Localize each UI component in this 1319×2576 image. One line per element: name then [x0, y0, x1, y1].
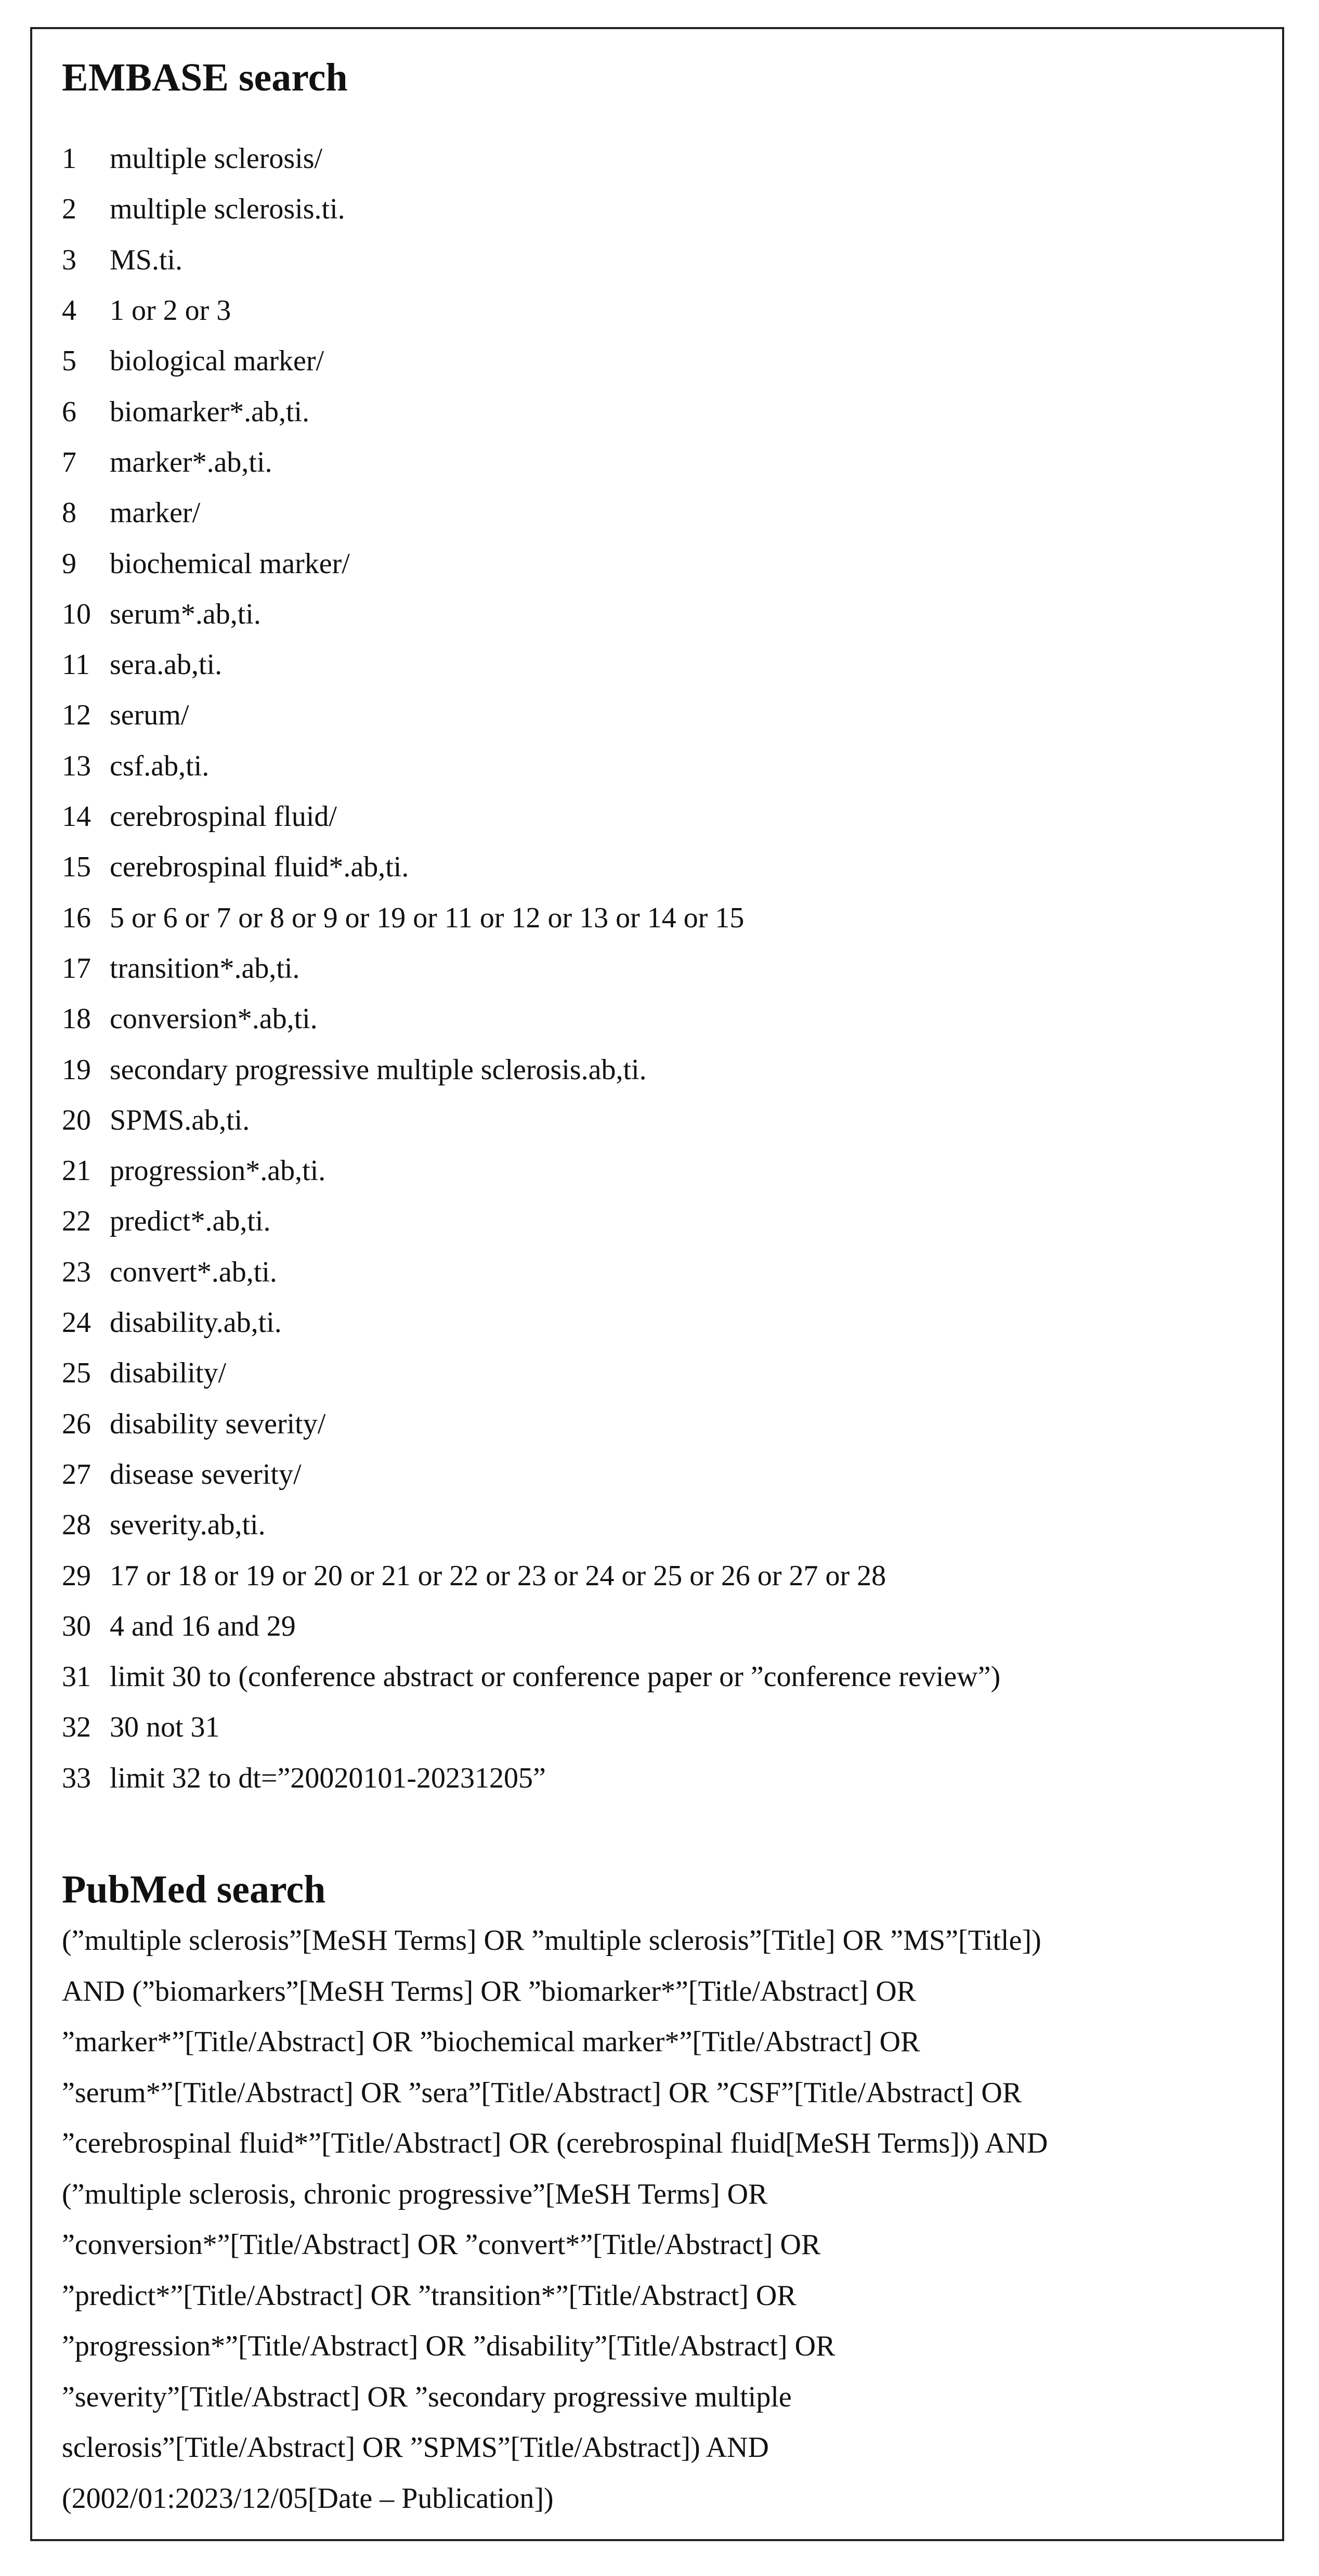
- embase-step-row: [62, 1702, 1256, 1753]
- embase-step-row: [62, 1652, 1256, 1702]
- embase-step-number: 9: [62, 547, 76, 580]
- embase-step-number: 8: [62, 497, 76, 529]
- embase-step-number: 18: [62, 1003, 91, 1035]
- pubmed-query-line: ”progression*”[Title/Abstract] OR ”disability”[Title/Abstract] OR: [62, 2330, 835, 2363]
- embase-section-title: EMBASE search: [62, 56, 348, 99]
- embase-step-number: 24: [62, 1306, 91, 1339]
- embase-step-number: 29: [62, 1559, 91, 1592]
- pubmed-query-line: ”conversion*”[Title/Abstract] OR ”convert*”[Title/Abstract] OR: [62, 2229, 821, 2261]
- embase-step-number: 14: [62, 800, 91, 833]
- embase-step-query: 17 or 18 or 19 or 20 or 21 or 22 or 23 or 24 or 25 or 26 or 27 or 28: [110, 1559, 886, 1592]
- embase-step-row: [62, 1247, 1256, 1298]
- pubmed-search-query: [62, 1915, 1256, 2524]
- embase-step-row: [62, 1298, 1256, 1348]
- embase-step-row: [62, 1146, 1256, 1196]
- pubmed-query-line: AND (”biomarkers”[MeSH Terms] OR ”biomarker*”[Title/Abstract] OR: [62, 1975, 917, 2008]
- embase-step-row: [62, 1551, 1256, 1601]
- embase-step-number: 21: [62, 1155, 91, 1187]
- embase-step-number: 26: [62, 1407, 91, 1440]
- embase-step-query: limit 30 to (conference abstract or conference paper or ”conference review”): [110, 1661, 1001, 1693]
- embase-step-query: 30 not 31: [110, 1711, 220, 1744]
- embase-step-number: 19: [62, 1053, 91, 1086]
- embase-step-query: disability/: [110, 1357, 226, 1390]
- embase-step-number: 28: [62, 1509, 91, 1542]
- pubmed-section-title: PubMed search: [62, 1867, 326, 1911]
- embase-step-number: 23: [62, 1255, 91, 1288]
- embase-step-query: biomarker*.ab,ti.: [110, 395, 310, 428]
- search-strategy-box: [30, 27, 1284, 2541]
- embase-step-row: [62, 893, 1256, 943]
- embase-step-number: 33: [62, 1762, 91, 1794]
- embase-step-query: multiple sclerosis.ti.: [110, 193, 345, 226]
- embase-step-row: [62, 994, 1256, 1044]
- embase-step-row: [62, 640, 1256, 690]
- embase-step-row: [62, 336, 1256, 386]
- pubmed-query-line: (2002/01:2023/12/05[Date – Publication]): [62, 2482, 554, 2515]
- embase-step-row: [62, 690, 1256, 741]
- embase-step-query: disease severity/: [110, 1458, 302, 1491]
- embase-step-query: disability severity/: [110, 1407, 326, 1440]
- embase-step-row: [62, 1449, 1256, 1500]
- embase-step-number: 4: [62, 294, 76, 327]
- embase-step-row: [62, 1045, 1256, 1095]
- pubmed-query-line: ”marker*”[Title/Abstract] OR ”biochemical marker*”[Title/Abstract] OR: [62, 2026, 920, 2059]
- embase-step-number: 22: [62, 1205, 91, 1238]
- embase-step-query: transition*.ab,ti.: [110, 952, 300, 985]
- embase-step-row: [62, 437, 1256, 488]
- pubmed-query-line: ”severity”[Title/Abstract] OR ”secondary progressive multiple: [62, 2380, 792, 2413]
- embase-step-row: [62, 741, 1256, 792]
- embase-step-query: cerebrospinal fluid/: [110, 800, 337, 833]
- pubmed-query-line: ”cerebrospinal fluid*”[Title/Abstract] OR (cerebrospinal fluid[MeSH Terms])) AND: [62, 2127, 1048, 2160]
- embase-step-row: [62, 1348, 1256, 1399]
- embase-step-row: [62, 286, 1256, 336]
- pubmed-query-line: sclerosis”[Title/Abstract] OR ”SPMS”[Title/Abstract]) AND: [62, 2431, 769, 2464]
- pubmed-query-line: (”multiple sclerosis”[MeSH Terms] OR ”multiple sclerosis”[Title] OR ”MS”[Title]): [62, 1924, 1041, 1957]
- embase-step-query: marker/: [110, 497, 201, 529]
- embase-step-query: csf.ab,ti.: [110, 749, 210, 782]
- embase-step-query: biochemical marker/: [110, 547, 350, 580]
- embase-search-steps: [62, 134, 1256, 1804]
- embase-step-query: serum/: [110, 699, 189, 732]
- embase-step-row: [62, 539, 1256, 589]
- embase-step-number: 5: [62, 345, 76, 378]
- embase-step-query: convert*.ab,ti.: [110, 1255, 277, 1288]
- embase-step-row: [62, 1500, 1256, 1550]
- embase-step-row: [62, 134, 1256, 184]
- embase-step-query: MS.ti.: [110, 243, 183, 276]
- embase-step-number: 17: [62, 952, 91, 985]
- embase-step-number: 3: [62, 243, 76, 276]
- embase-step-query: cerebrospinal fluid*.ab,ti.: [110, 851, 409, 884]
- search-strategy-content: [62, 54, 1256, 2524]
- embase-step-number: 31: [62, 1661, 91, 1693]
- embase-step-row: [62, 1753, 1256, 1804]
- embase-step-query: disability.ab,ti.: [110, 1306, 282, 1339]
- embase-step-row: [62, 943, 1256, 994]
- embase-step-number: 27: [62, 1458, 91, 1491]
- embase-step-row: [62, 184, 1256, 235]
- embase-step-number: 10: [62, 598, 91, 630]
- embase-step-query: secondary progressive multiple sclerosis.ab,ti.: [110, 1053, 647, 1086]
- embase-step-row: [62, 235, 1256, 286]
- embase-step-query: 1 or 2 or 3: [110, 294, 231, 327]
- embase-step-row: [62, 488, 1256, 538]
- pubmed-query-line: ”serum*”[Title/Abstract] OR ”sera”[Title/Abstract] OR ”CSF”[Title/Abstract] OR: [62, 2076, 1022, 2109]
- embase-step-number: 7: [62, 446, 76, 478]
- embase-step-query: 4 and 16 and 29: [110, 1610, 296, 1642]
- embase-step-number: 2: [62, 193, 76, 226]
- embase-step-query: progression*.ab,ti.: [110, 1155, 326, 1187]
- embase-step-query: limit 32 to dt=”20020101-20231205”: [110, 1762, 546, 1794]
- embase-step-query: SPMS.ab,ti.: [110, 1104, 250, 1136]
- embase-step-row: [62, 1601, 1256, 1652]
- embase-step-query: conversion*.ab,ti.: [110, 1003, 318, 1035]
- embase-step-query: sera.ab,ti.: [110, 649, 223, 681]
- embase-step-number: 25: [62, 1357, 91, 1390]
- embase-step-number: 12: [62, 699, 91, 732]
- embase-step-number: 15: [62, 851, 91, 884]
- embase-step-row: [62, 589, 1256, 640]
- embase-step-number: 13: [62, 749, 91, 782]
- embase-step-number: 6: [62, 395, 76, 428]
- embase-step-row: [62, 1399, 1256, 1449]
- embase-step-row: [62, 1196, 1256, 1247]
- embase-step-row: [62, 792, 1256, 842]
- embase-step-query: severity.ab,ti.: [110, 1509, 266, 1542]
- embase-step-query: 5 or 6 or 7 or 8 or 9 or 19 or 11 or 12 or 13 or 14 or 15: [110, 901, 745, 934]
- embase-step-query: serum*.ab,ti.: [110, 598, 261, 630]
- embase-step-row: [62, 842, 1256, 892]
- embase-step-number: 32: [62, 1711, 91, 1744]
- embase-step-row: [62, 387, 1256, 437]
- embase-step-number: 16: [62, 901, 91, 934]
- embase-step-number: 1: [62, 143, 76, 175]
- embase-step-number: 30: [62, 1610, 91, 1642]
- embase-step-number: 20: [62, 1104, 91, 1136]
- pubmed-query-line: ”predict*”[Title/Abstract] OR ”transition*”[Title/Abstract] OR: [62, 2279, 796, 2312]
- embase-step-row: [62, 1095, 1256, 1146]
- embase-step-number: 11: [62, 649, 90, 681]
- embase-step-query: biological marker/: [110, 345, 324, 378]
- embase-step-query: multiple sclerosis/: [110, 143, 323, 175]
- pubmed-query-line: (”multiple sclerosis, chronic progressive”[MeSH Terms] OR: [62, 2178, 768, 2210]
- embase-step-query: marker*.ab,ti.: [110, 446, 272, 478]
- embase-step-query: predict*.ab,ti.: [110, 1205, 271, 1238]
